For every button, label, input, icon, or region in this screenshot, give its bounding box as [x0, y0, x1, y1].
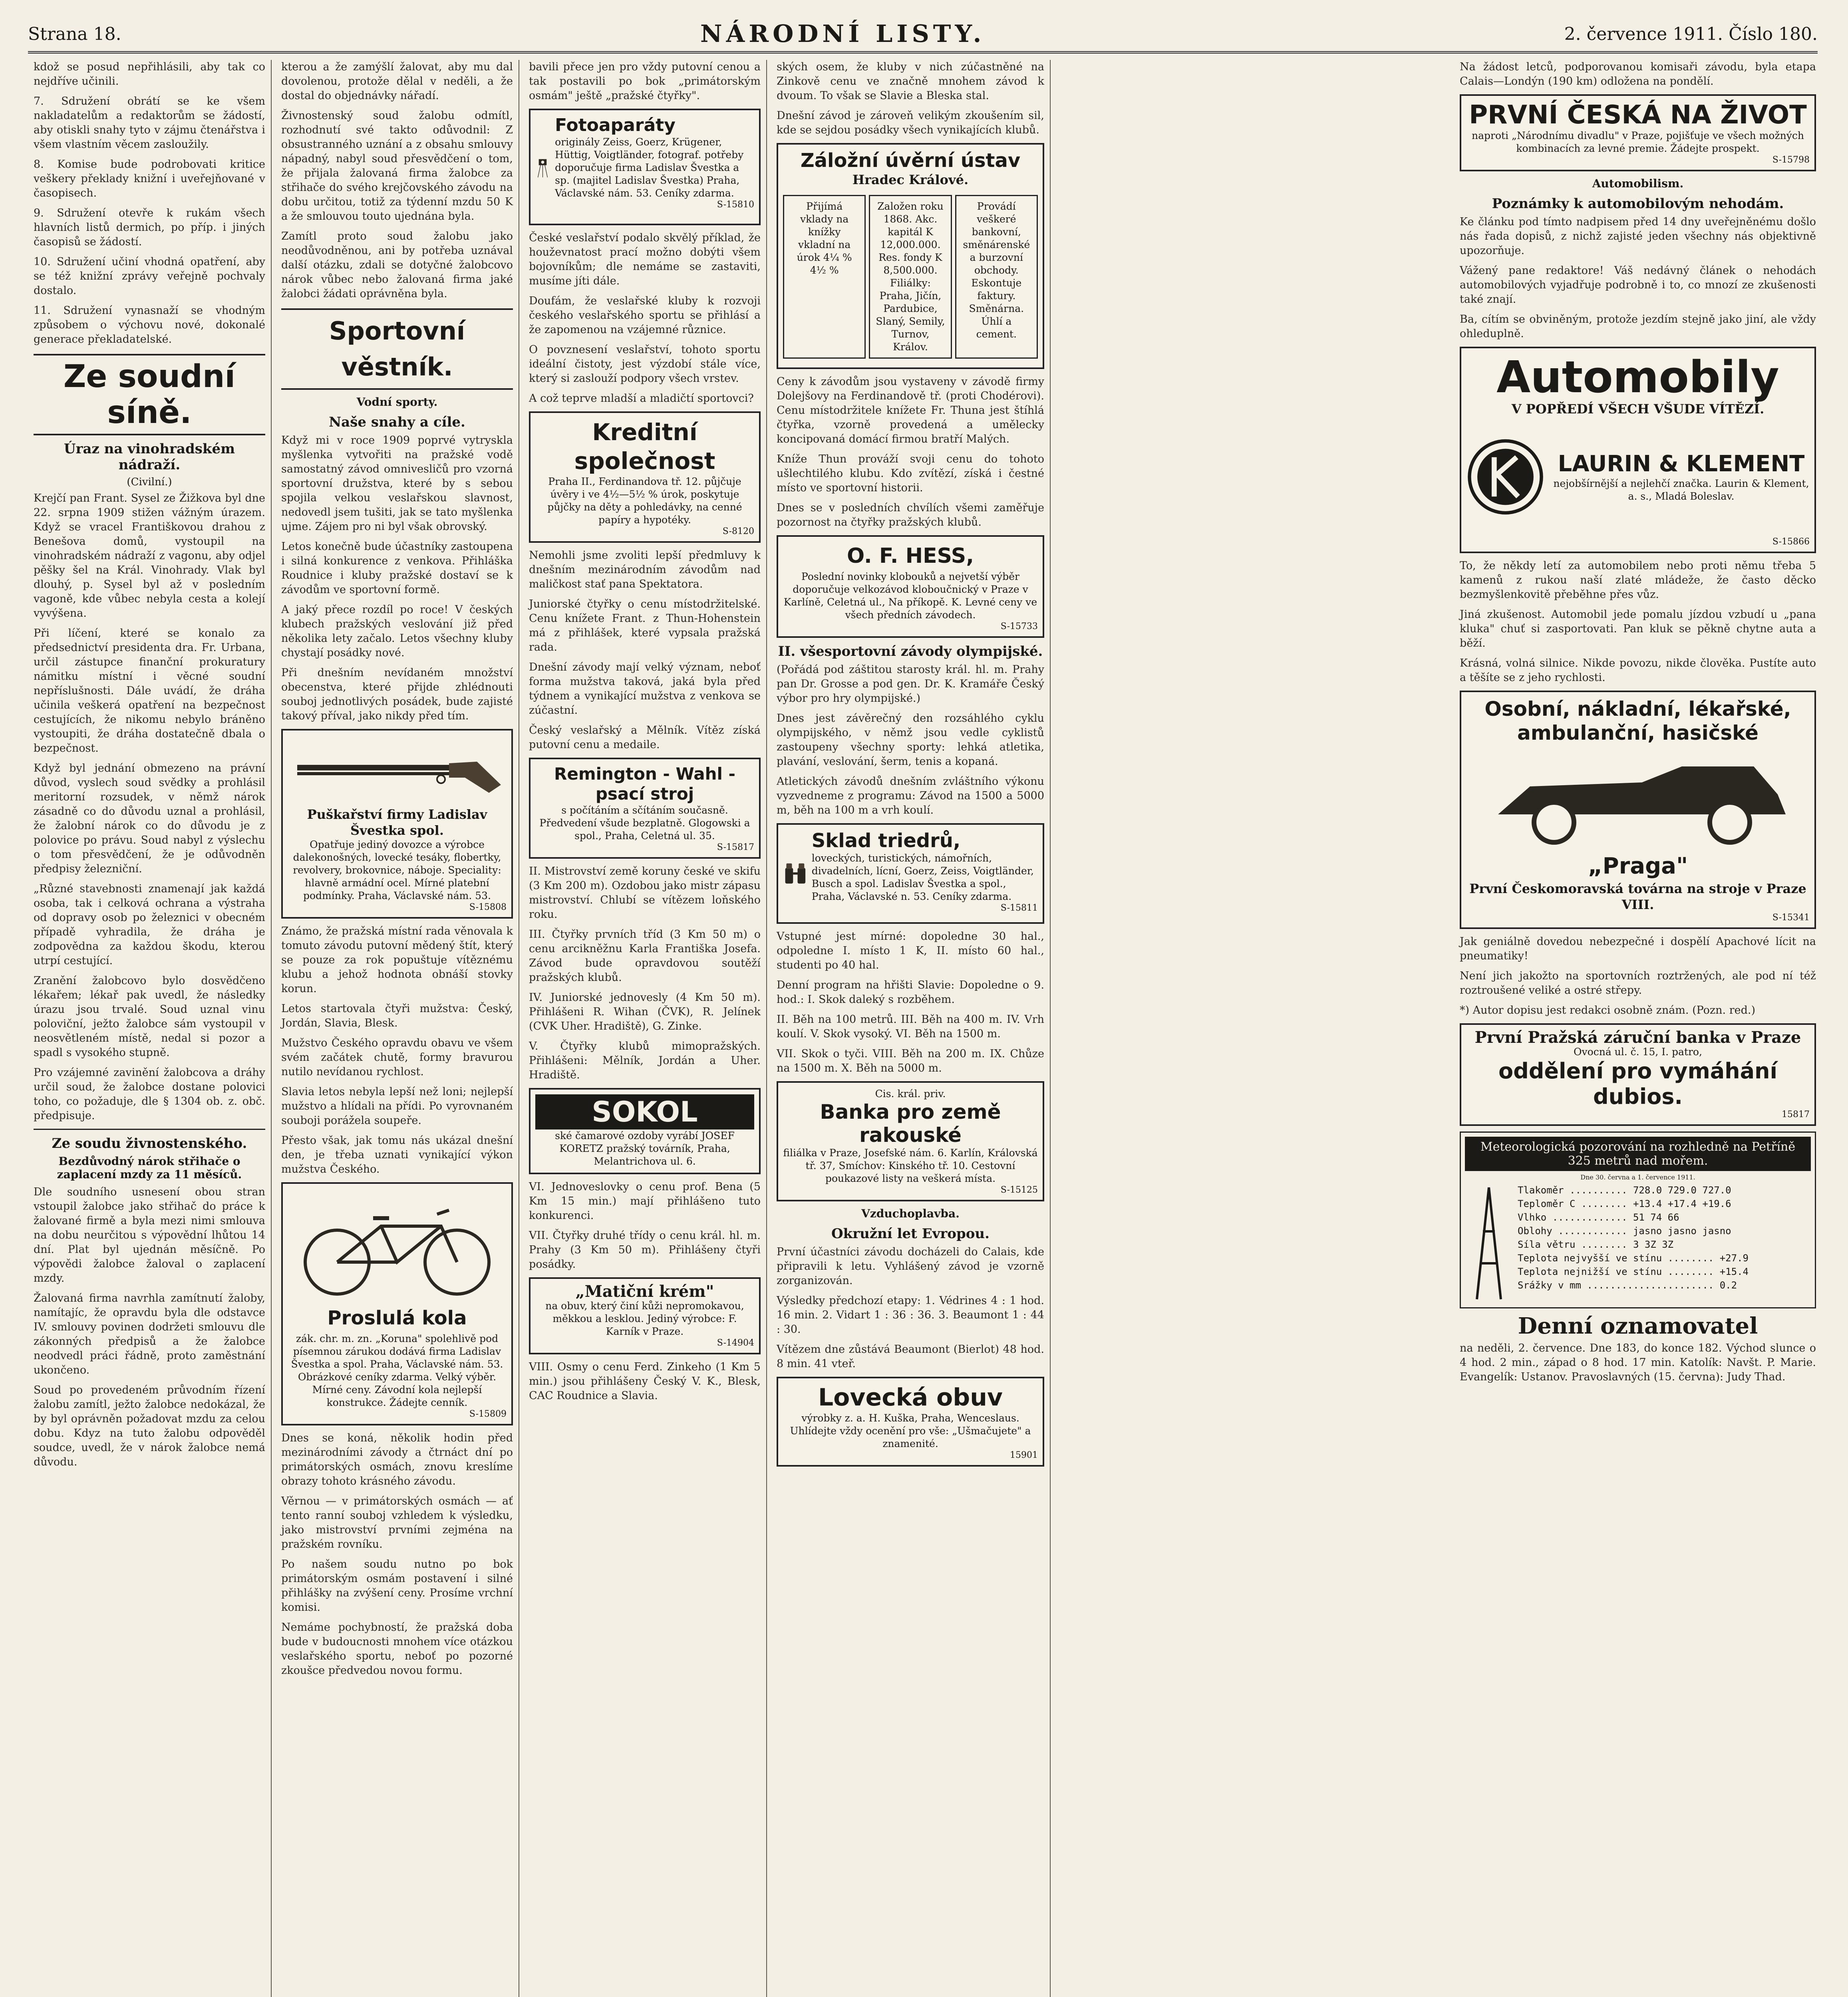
bicycle-advertisement	[281, 1182, 513, 1425]
bicycle-illustration	[289, 1194, 505, 1298]
ad-code: 15901	[1010, 1450, 1038, 1460]
masthead: NÁRODNÍ LISTY.	[700, 20, 986, 48]
paragraph: Vážený pane redaktore! Váš nedávný článek o nehodách automobilových vyjadřuje podrobně i to, co mnozí ze zkušenosti také znají.	[1460, 264, 1816, 306]
paragraph: IV. Juniorské jednovesly (4 Km 50 m). Přihlášeni R. Wihan (ČVK), R. Jelínek (CVK Uher. Hradiště), G. Zinke.	[529, 991, 761, 1032]
paragraph: kdož se posud nepřihlásili, aby tak co nejdříve učinili.	[34, 61, 265, 87]
weather-row: Oblohy ............ jasno jasno jasno	[1518, 1225, 1731, 1237]
paragraph: II. Mistrovství země koruny české ve skifu (3 Km 200 m). Ozdobou jako mistr zápasu mistrovství. Chlubí se vítězem loňského roku.	[529, 865, 761, 921]
article-title: Poznámky k automobilovým nehodám.	[1492, 196, 1784, 212]
date-issue: 2. července 1911. Číslo 180.	[1564, 24, 1818, 44]
paragraph: 11. Sdružení vynasnaží se vhodným způsobem o výchovu nové, dokonalé generace překladatelské.	[34, 304, 265, 345]
ad-title: Lovecká obuv	[818, 1384, 1003, 1411]
paragraph: 9. Sdružení otevře k rukám všech hlavních listů dermich, po příp. i jiných časopisů se žádostí.	[34, 207, 265, 248]
paragraph: Nemáme pochybností, že pražská doba bude v budoucnosti mnohem více otázkou veslařského sportu, neboť po pozorné zkoušce předvedou novou formu.	[281, 1621, 513, 1677]
paragraph: Ke článku pod tímto nadpisem před 14 dny uveřejněnému došlo nás řada dopisů, z nichž zajisté jeden všechny nás objektivně upozorňuje.	[1460, 216, 1816, 257]
paragraph: kterou a že zamýšlí žalovat, aby mu dal dovolenou, protože dělal v neděli, a že dostal do objednávky nářadí.	[281, 61, 513, 102]
gun-advertisement	[281, 729, 513, 919]
paragraph: Dnešní závody mají velký význam, neboť forma mužstva taková, jaká byla před týdnem a vynikající mužstva z venkova se zúčastní.	[529, 661, 761, 717]
paragraph: Při dnešním nevídaném množství obecenstva, které přijde zhlédnouti souboj jednotlivých posádek, bude zajisté takový příval, jako nikdy před tím.	[281, 667, 513, 722]
ad-subtitle: Cis. král. priv.	[875, 1088, 946, 1100]
binoculars-advertisement	[777, 823, 1044, 924]
weather-row: Teploměr C ........ +13.4 +17.4 +19.6	[1518, 1198, 1731, 1209]
ad-code: S-15125	[1000, 1185, 1038, 1195]
ad-text: Poslední novinky klobouků a nejvetší výběr doporučuje velkozávod kloboučnický v Praze v Karlíně, Celetná ul., Na příkopě. K. Levné ceny ve všech předních závodech.	[783, 571, 1037, 621]
article-title: II. všesportovní závody olympijské.	[778, 643, 1043, 659]
paragraph: VIII. Osmy o cenu Ferd. Zinkeho (1 Km 5 min.) jsou přihlášeny Český V. K., Blesk, CAC Roudnice a Slavia.	[529, 1361, 761, 1402]
page-number: Strana 18.	[28, 24, 121, 44]
paragraph: Když mi v roce 1909 poprvé vytryskla myšlenka vytvořiti na pražské vodě samostatný závod omnivesličů pro vzorná sportovní družstva, které by s sebou spojila velkou veslařskou slavnost, nedovedl jsem tušiti, jak se tato myšlenka ujme. Zájem pro ni byl však obrovský.	[281, 434, 513, 533]
shoes-advertisement	[777, 1377, 1044, 1467]
paragraph: (Pořádá pod záštitou starosty král. hl. m. Prahy pan Dr. Grosse a pod gen. Dr. K. Kramáře Český výbor pro hry olympijské.)	[777, 663, 1044, 705]
paragraph: Slavia letos nebyla lepší než loni; nejlepší mužstvo a hlídali na přídi. Po vyrovnaném souboji porážela soupeře.	[281, 1086, 513, 1127]
paragraph: Dnes se koná, několik hodin před mezinárodními závody a čtrnáct dní po primátorských osmách, znovu kreslíme obrazy tohoto krásného závodu.	[281, 1432, 513, 1487]
ad-text: na obuv, který činí kůži nepromokavou, měkkou a lesklou. Jediný výrobce: F. Karník v Praze.	[545, 1300, 744, 1337]
ad-text: První Českomoravská továrna na stroje v Praze VIII.	[1469, 881, 1806, 912]
ad-code: S-15811	[1000, 903, 1038, 913]
ad-subtitle: Ovocná ul. č. 15, I. patro,	[1574, 1046, 1702, 1058]
ad-code: S-15733	[1000, 621, 1038, 631]
ad-text: ské čamarové ozdoby vyrábí JOSEF KORETZ pražský továrník, Praha, Melantrichova ul. 6.	[555, 1130, 735, 1167]
paragraph: Zamítl proto soud žalobu jako neodůvodněnou, ani by potřeba uznával další otázku, zdali se dotyčné žalobcovo nárok vůbec nebo žalovaná firma jaké žalobci žádati oprávněna byla.	[281, 230, 513, 300]
paragraph: „Různé stavebnosti znamenají jak každá osoba, tak i celková ochrana a výstraha od dopravy osob po železnici v obecném případě vyhradila, že dráha je zodpovědna za každou škodu, kterou utrpí cestující.	[34, 883, 265, 967]
ad-left-box: Přijímá vklady na knížky vkladní na úrok 4¼ % 4½ %	[783, 195, 866, 359]
paragraph: Výsledky předchozí etapy: 1. Védrines 4 : 1 hod. 16 min. 2. Vidart 1 : 36 : 36. 3. Beaumont 1 : 44 : 30.	[777, 1294, 1044, 1336]
cars-advertisement	[1460, 691, 1816, 929]
ad-code: S-14904	[717, 1338, 754, 1348]
weather-row: Síla větru ........ 3 3Z 3Z	[1518, 1239, 1674, 1250]
paragraph: Přesto však, jak tomu nás ukázal dnešní den, je třeba uznati vynikající výkon mužstva Českého.	[281, 1134, 513, 1175]
divider	[34, 1129, 265, 1130]
paragraph: *) Autor dopisu jest redakci osobně znám. (Pozn. red.)	[1460, 1004, 1755, 1016]
ad-code: S-15810	[717, 200, 754, 210]
ad-text: originály Zeiss, Goerz, Krügener, Hüttig, Voigtländer, fotograf. potřeby doporučuje firma Ladislav Švestka a sp. (majitel Ladislav Švestka) Praha, Václavské nám. 53. Ceníky zdarma.	[555, 136, 744, 199]
paragraph: na neděli, 2. července. Dne 183, do konce 182. Východ slunce o 4 hod. 2 min., západ o 8 hod. 17 min. Katolík: Navšt. P. Marie. Evangelík: Ustanov. Pravoslavných (15. června): Judy Thad.	[1460, 1342, 1816, 1383]
paragraph: Juniorské čtyřky o cenu místodržitelské. Cenu knížete Frant. z Thun-Hohenstein má z přihlášek, které vypsala pražská rada.	[529, 598, 761, 653]
paragraph: VII. Čtyřky druhé třídy o cenu král. hl. m. Prahy (3 Km 50 m). Přihlášeny čtyři posádky.	[529, 1229, 761, 1270]
sokol-advertisement	[529, 1088, 761, 1174]
ad-title: Osobní, nákladní, lékařské, ambulanční, hasičské	[1484, 697, 1791, 744]
paragraph: Český veslařský a Mělník. Vítěz získá putovní cenu a medaile.	[529, 724, 761, 751]
ad-title: SOKOL	[535, 1094, 754, 1130]
paragraph: Soud po provedeném průvodním řízení žalobu zamítl, ježto žalobce nedokázal, že by byl oprávněn požadovat mzdu za celou dobu. Kdyz na tuto žalobu odpověděl soudce, uvedl, že v nárok žalobce nemá důvodu.	[34, 1384, 265, 1468]
ad-title: Banka pro země rakouské	[820, 1100, 1001, 1147]
ad-text: zák. chr. m. zn. „Koruna" spolehlivě pod písemnou zárukou dodává firma Ladislav Švestka a spol. Praha, Václavské nám. 53. Obrázkové ceníky zdarma. Velký výběr. Mírné ceny. Závodní kola nejlepší konstrukce. Žádejte cenník.	[291, 1333, 503, 1408]
section-title: Automobilism.	[1592, 177, 1684, 190]
paragraph: 10. Sdružení učiní vhodná opatření, aby se též knižní zprávy veřejně pochvaly dostalo.	[34, 256, 265, 297]
ad-title: První Pražská záruční banka v Praze	[1474, 1028, 1801, 1047]
paragraph: Při líčení, které se konalo za předsednictví presidenta dra. Fr. Urbana, určil zástupce finanční prokuratury námitku místní i věcné soudní nepříslušnosti. Dále uvádí, že dráha učinila veškerá opatření na bezpečnost cestujících, že nikomu nebylo bráněno vystoupiti, že dráha dostatečně dbala o bezpečnost.	[34, 627, 265, 754]
article-title: Ze soudu živnostenského.	[52, 1135, 247, 1151]
weather-box	[1460, 1132, 1816, 1308]
paragraph: Živnostenský soud žalobu odmítl, rozhodnutí své takto odůvodnil: Z obsustranného uznání a z obsahu smlouvy nápadný, nabyl soud přesvědčení o tom, že přijala žalovaná firma žalobce za střihače do svého krejčovského závodu na dobu určitou, totiž za týdenní mzdu 50 K a že smlouvou touto ujednána byla.	[281, 109, 513, 222]
credit-advertisement	[529, 411, 761, 543]
ad-subtitle: V POPŘEDÍ VŠECH VŠUDE VÍTĚZÍ.	[1511, 401, 1765, 417]
automobile-advertisement	[1460, 347, 1816, 553]
ad-code: S-15798	[1772, 155, 1810, 165]
article-title: Okružní let Evropou.	[831, 1226, 990, 1242]
weather-title: Meteorologická pozorování na rozhledně na Petříně 325 metrů nad mořem.	[1465, 1137, 1811, 1171]
ad-code: 15817	[1782, 1110, 1810, 1120]
car-illustration	[1474, 750, 1802, 846]
ad-title: Remington - Wahl - psací stroj	[554, 764, 735, 804]
cream-advertisement	[529, 1277, 761, 1354]
paragraph: Jak geniálně dovedou nebezpečné i dospělí Apachové lícit na pneumatiky!	[1460, 935, 1816, 962]
paragraph: 7. Sdružení obrátí se ke všem nakladatelům a redaktorům se žádostí, aby otiskli snahy tyto v zájmu čtenářstva i všem vlastním věcem zasloužily.	[34, 95, 265, 151]
paragraph: ských osem, že kluby v nich zúčastněné na Zinkově cenu ve značně mnohem závod k dvoum. To však se Slavie a Bleska stal.	[777, 61, 1044, 102]
weather-row: Teplota nejnižší ve stínu ........ +15.4	[1518, 1266, 1749, 1277]
paragraph: Vítězem dne zůstává Beaumont (Bierlot) 48 hod. 8 min. 41 vteř.	[777, 1343, 1044, 1370]
article-subtitle: Bezdůvodný nárok střihače o zaplacení mzdy za 11 měsíců.	[57, 1155, 242, 1181]
ad-text: loveckých, turistických, námořních, divadelních, lícní, Goerz, Zeiss, Voigtländer, Busch a spol. Ladislav Švestka a spol., Praha, Václavské n. 53. Ceníky zdarma.	[811, 852, 1034, 902]
column-1	[28, 60, 272, 1997]
paragraph: Jiná zkušenost. Automobil jede pomalu jízdou vzbudí u „pana kluka" chuť si zasportovati. Pan kluk se pěkně chytne auta a běží.	[1460, 608, 1816, 649]
photographer-illustration	[535, 115, 551, 219]
hat-advertisement	[777, 535, 1044, 638]
ad-code: S-15808	[469, 902, 507, 912]
laurin-klement-logo	[1466, 421, 1545, 533]
ad-code: S-15817	[717, 842, 754, 852]
paragraph: Není jich jakožto na sportovních roztržených, ale pod ní též roztroušené veliké a ostré střepy.	[1460, 970, 1816, 997]
paragraph: V. Čtyřky klubů mimopražských. Přihlášeni: Mělník, Jordán a Uher. Hradiště.	[529, 1040, 761, 1081]
paragraph: To, že někdy letí za automobilem nebo proti němu třeba 5 kamenů z rukou naší zlaté mládeže, že často děcko bezmyšlenkovitě přeběhne přes vůz.	[1460, 560, 1816, 601]
paragraph: 8. Komise bude podrobovati kritice veškery překlady knižní i uveřejňované v časopisech.	[34, 158, 265, 199]
ad-code: S-15809	[469, 1409, 507, 1419]
paragraph: První účastníci závodu docházeli do Calais, kde připravili k letu. Vyhlášený závod je vzorně zorganizován.	[777, 1246, 1044, 1287]
ad-title: Fotoaparáty	[555, 115, 676, 135]
paragraph: Žalovaná firma navrhla zamítnutí žaloby, namítajíc, že opravdu byla dle odstavce IV. smlouvy povinen dodržeti smlouvu dle zákonných předpisů a že žalobce neodvedl práci řádně, proto zaměstnání ukončeno.	[34, 1292, 265, 1376]
insurance-advertisement	[1460, 94, 1816, 171]
ad-title: Puškařství firmy Ladislav Švestka spol.	[307, 807, 487, 838]
paragraph: Věrnou — v primátorských osmách — ať tento ranní souboj vzhledem k výsledku, jako mistrovství prvními zejména na pražském rovníku.	[281, 1495, 513, 1550]
paragraph: Letos konečně bude účastníky zastoupena i silná konkurence z venkova. Přihláška Roudnice i kluby pražské dostaví se k závodům ve sportovní formě.	[281, 540, 513, 596]
paragraph: Dnes jest závěrečný den rozsáhlého cyklu olympijského, v němž jsou vedle cyklistů zastoupeny všechny sporty: lehká atletika, plavání, veslování, šerm, tenis a kopaná.	[777, 712, 1044, 768]
paragraph: O povznesení veslařství, tohoto sportu ideální čistoty, jest výzdobí stále více, který si zaslouží podpory všech vrstev.	[529, 343, 761, 385]
weather-row: Tlakoměr .......... 728.0 729.0 727.0	[1518, 1185, 1731, 1196]
paragraph: Známo, že pražská místní rada věnovala k tomuto závodu putovní mědený štít, který se pouze za rok popuštuje vítěznému klubu a jehož hodnota obnáší stovky korun.	[281, 925, 513, 995]
savings-bank-advertisement	[777, 143, 1044, 369]
austrian-bank-advertisement	[777, 1081, 1044, 1201]
paragraph: Atletických závodů dnešním zvláštního výkonu vyzvedneme z programu: Závod na 1500 a 5000 m, běh na 100 m a vrh koulí.	[777, 775, 1044, 816]
ad-subtitle: Hradec Králové.	[852, 172, 969, 187]
ad-brand: „Praga"	[1588, 853, 1688, 879]
paragraph: Dnešní závod je zároveň velikým zkoušením sil, kde se sejdou posádky všech vynikajících klubů.	[777, 109, 1044, 136]
ad-code: S-8120	[722, 526, 754, 536]
paragraph: Krejčí pan Frant. Sysel ze Žižkova byl dne 22. srpna 1909 stižen vážným úrazem. Když se vracel Františkovou drahou z Benešova domů, vystoupil na vinohradském nádraží z vagonu, aby odjel pěšky šel na Král. Vinohrady. Vlak byl dlouhý, p. Sysel byl až v posledním vagoně, kde vůbec nebyla cesta a kolejí vyvýšena.	[34, 492, 265, 619]
ad-title: Záložní úvěrní ústav	[800, 149, 1021, 172]
ad-text: nejobšírnější a nejlehčí značka. Laurin & Klement, a. s., Mladá Boleslav.	[1553, 478, 1809, 502]
ad-title: Kreditní společnost	[574, 419, 715, 474]
column-4	[771, 60, 1051, 1997]
paragraph: Když byl jednání obmezeno na právní důvod, vyslech soud svědky a prohlásil meritorní rozsudek, v němž nárok zásadně co do důvodu uznal a prohlásil, že žalobní nárok co do důvodu je z polovice po právu. Soud nabyl z výslechu o tom přesvědčení, že je odůvodněn předpisy železniční.	[34, 762, 265, 875]
paragraph: Mužstvo Českého opravdu obavu ve všem svém začátek chutě, formy bravurou nutilo nevídanou rychlost.	[281, 1037, 513, 1078]
page-header	[28, 20, 1818, 54]
paragraph: Letos startovala čtyři mužstva: Český, Jordán, Slavia, Blesk.	[281, 1002, 513, 1029]
ad-title: Automobily	[1496, 351, 1779, 403]
ad-title: Sklad triedrů,	[811, 830, 961, 852]
paragraph: České veslařství podalo skvělý příklad, že houževnatost prací možno dobýti všem bojovníkům; dle nemáme se zastaviti, musíme jíti dále.	[529, 232, 761, 287]
ad-brand: LAURIN & KLEMENT	[1558, 451, 1805, 477]
article-subtitle: (Civilní.)	[127, 476, 172, 488]
paragraph: Ceny k závodům jsou vystaveny v závodě firmy Dolejšovy na Ferdinandově tř. (proti Chodérovi). Cenu místodržitele knížete Fr. Thuna jest štíhlá čtyřka, vzorně provedená a umělecky koncipovaná domácí firmou bratří Malých.	[777, 375, 1044, 445]
ad-title: O. F. HESS,	[847, 544, 974, 568]
paragraph: Zranění žalobcovo bylo dosvědčeno lékařem; lékař pak uvedl, že následky úrazu jsou trvalé. Soud uznal vinu poloviční, ježto žalobce sám vystoupil v neosvětleném místě, nedal si pozor a spadl s vysokého stupně.	[34, 975, 265, 1059]
article-title: Úraz na vinohradském nádraží.	[64, 441, 235, 473]
paragraph: Kníže Thun prováží svoji cenu do tohoto ušlechtilého klubu. Kdo zvítězí, získá i čestné místo ve sportovní historii.	[777, 453, 1044, 494]
paragraph: Vstupné jest mírné: dopoledne 30 hal., odpoledne I. místo 1 K, II. místo 60 hal., studenti po 40 hal.	[777, 930, 1044, 971]
ad-code: S-15866	[1772, 537, 1810, 547]
paragraph: VII. Skok o tyči. VIII. Běh na 200 m. IX. Chůze na 1500 m. X. Běh na 5000 m.	[777, 1048, 1044, 1074]
weather-dates: Dne 30. června a 1. července 1911.	[1580, 1173, 1695, 1181]
ad-text: s počítáním a sčítáním současně. Předvedení všude bezplatně. Glogowski a spol., Praha, Celetná ul. 35.	[539, 804, 750, 842]
paragraph: II. Běh na 100 metrů. III. Běh na 400 m. IV. Vrh koulí. V. Skok vysoký. VI. Běh na 1500 m.	[777, 1013, 1044, 1040]
paragraph: Na žádost letců, podporovanou komisaři závodu, byla etapa Calais—Londýn (190 km) odložena na pondělí.	[1460, 61, 1816, 87]
section-subtitle: Vodní sporty.	[356, 395, 438, 409]
weather-row: Srážky v mm ...................... 0.2	[1518, 1280, 1737, 1291]
paragraph: Pro vzájemné zavinění žalobcova a dráhy určil soud, že žalobce dostane polovici toho, co požaduje, dle § 1304 ob. z. obč. předpisuje.	[34, 1066, 265, 1122]
section-title: Sportovní věstník.	[281, 308, 513, 390]
paragraph: Po našem soudu nutno po bok primátorským osmám postavení i silné přihlášky na zvýšení ceny. Prosíme vrchní komisi.	[281, 1558, 513, 1614]
section-subtitle: Vzduchoplavba.	[861, 1207, 960, 1220]
ad-title: „Matiční krém"	[575, 1282, 714, 1301]
ad-title: Proslulá kola	[327, 1307, 467, 1329]
paragraph: Nemohli jsme zvoliti lepší předmluvy k dnešním mezinárodním závodům nad maličkost stať pana Spektatora.	[529, 549, 761, 590]
paragraph: Krásná, volná silnice. Nikde povozu, nikde člověka. Pustíte auto a těšíte se z jeho rychlosti.	[1460, 657, 1816, 684]
paragraph: A což teprve mladší a mladičtí sportovci?	[529, 392, 754, 405]
petrin-tower-icon	[1465, 1183, 1513, 1303]
ad-text: Praha II., Ferdinandova tř. 12. půjčuje úvěry i ve 4½—5½ % úrok, poskytuje půjčky na děty a pohledávky, na cenné papíry a hypotéky.	[547, 476, 742, 526]
ad-text: Opatřuje jediný dovozce a výrobce dalekonošných, lovecké tesáky, flobertky, revolvery, brokovnice, náboje. Speciality: hlavně armádní ocel. Mírné platební podmínky. Praha, Václavské nám. 53.	[293, 839, 501, 901]
weather-row: Teplota nejvyšší ve stínu ........ +27.9	[1518, 1253, 1749, 1264]
shotgun-illustration	[289, 741, 505, 801]
ad-code: S-15341	[1772, 913, 1810, 923]
paragraph: Doufám, že veslařské kluby k rozvoji českého veslařského sportu se přihlásí a že zapomenou na vzájemné různice.	[529, 295, 761, 336]
photo-advertisement	[529, 109, 761, 225]
article-title: Naše snahy a cíle.	[329, 414, 465, 430]
ad-text: naproti „Národnímu divadlu" v Praze, pojišťuje ve všech možných kombinacích za levné premie. Žádejte prospekt.	[1472, 130, 1804, 154]
ad-title: PRVNÍ ČESKÁ NA ŽIVOT	[1469, 100, 1807, 130]
paragraph: Ba, cítím se obviněným, protože jezdím stejně jako jiní, ale vždy ohleduplně.	[1460, 313, 1816, 340]
guarantee-bank-advertisement	[1460, 1023, 1816, 1126]
typewriter-advertisement	[529, 758, 761, 859]
paragraph: VI. Jednoveslovky o cenu prof. Bena (5 Km 15 min.) mají přihlášeno tuto konkurenci.	[529, 1181, 761, 1222]
column-3	[523, 60, 767, 1997]
paragraph: Dnes se v posledních chvílích všemi zaměřuje pozornost na čtyřky pražských klubů.	[777, 502, 1044, 528]
ad-text: filiálka v Praze, Josefské nám. 6. Karlín, Královská tř. 37, Smíchov: Kinského tř. 10. Cestovní poukazové listy na veškerá místa.	[783, 1147, 1038, 1184]
ad-text: oddělení pro vymáhání dubios.	[1498, 1058, 1778, 1109]
column-5	[1454, 60, 1822, 1997]
paragraph: A jaký přece rozdíl po roce! V českých klubech pražských veslování již před několika lety začalo. Letos všechny kluby chystají posádky nové.	[281, 603, 513, 659]
ad-right-box: Provádí veškeré bankovní, směnárenské a burzovní obchody. Eskontuje faktury. Směnárna. Úhlí a cement.	[955, 195, 1038, 359]
paragraph: III. Čtyřky prvních tříd (3 Km 50 m) o cenu arcikněžnu Karla Františka Josefa. Závod bude opravdovou soutěží pražských klubů.	[529, 928, 761, 984]
weather-row: Vlhko ............. 51 74 66	[1518, 1212, 1679, 1223]
paragraph: Denní program na hřišti Slavie: Dopoledne o 9. hod.: I. Skok daleký s rozběhem.	[777, 979, 1044, 1006]
ad-text: výrobky z. a. H. Kuška, Praha, Wenceslaus. Uhlídejte vždy ocenění pro vše: „Ušmačujete" a znamenité.	[790, 1412, 1031, 1449]
ad-middle-box: Založen roku 1868. Akc. kapitál K 12,000.000. Res. fondy K 8,500.000. Filiálky: Praha, Jičín, Pardubice, Slaný, Semily, Turnov, Králov.	[869, 195, 952, 359]
paragraph: bavili přece jen pro vždy putovní cenou a tak postavili po bok „primátorským osmám" ještě „pražské čtyřky".	[529, 61, 761, 102]
column-2	[276, 60, 519, 1997]
section-title: Ze soudní síně.	[34, 354, 265, 435]
notice-title: Denní oznamovatel	[1518, 1313, 1758, 1339]
paragraph: Dle soudního usnesení obou stran vstoupil žalobce jako střihač do práce k žalované firmě a byla mezi nimi smlouva na dobu neurčitou s výpovědní lhůtou 14 dní. Plat byl ujednán měsíčně. Po výpovědi žalobce žaloval o zaplacení mzdy.	[34, 1186, 265, 1284]
binoculars-illustration	[783, 830, 808, 917]
